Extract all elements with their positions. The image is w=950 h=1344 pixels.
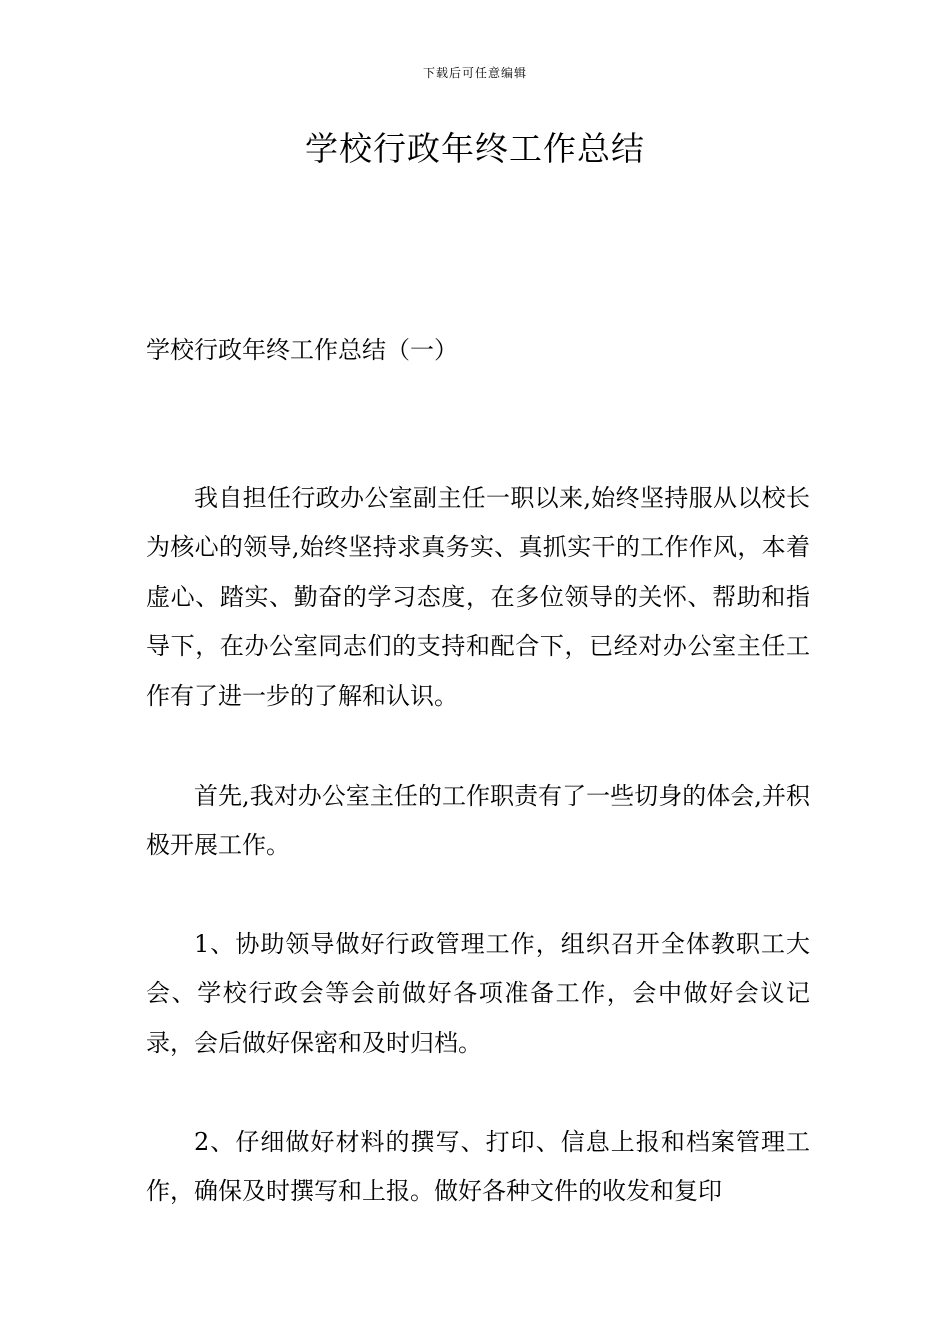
download-note: 下载后可任意编辑: [422, 66, 527, 80]
paragraph-first: 首先,我对办公室主任的工作职责有了一些切身的体会,并积极开展工作。: [146, 782, 810, 860]
paragraph-item-1: 1、协助领导做好行政管理工作，组织召开全体教职工大会、学校行政会等会前做好各项准备工作，会中做好会议记录，会后做好保密和及时归档。: [146, 930, 810, 1057]
document-title: 学校行政年终工作总结: [305, 129, 645, 168]
paragraph-intro: 我自担任行政办公室副主任一职以来,始终坚持服从以校长为核心的领导,始终坚持求真务实、真抓实干的工作作风，本着虚心、踏实、勤奋的学习态度，在多位领导的关怀、帮助和指导下，在办公室同志们的支持和配合下，已经对办公室主任工作有了进一步的了解和认识。: [146, 484, 810, 710]
section-heading: 学校行政年终工作总结（一）: [146, 336, 458, 364]
paragraph-item-2: 2、仔细做好材料的撰写、打印、信息上报和档案管理工作，确保及时撰写和上报。做好各种文件的收发和复印: [146, 1128, 810, 1206]
